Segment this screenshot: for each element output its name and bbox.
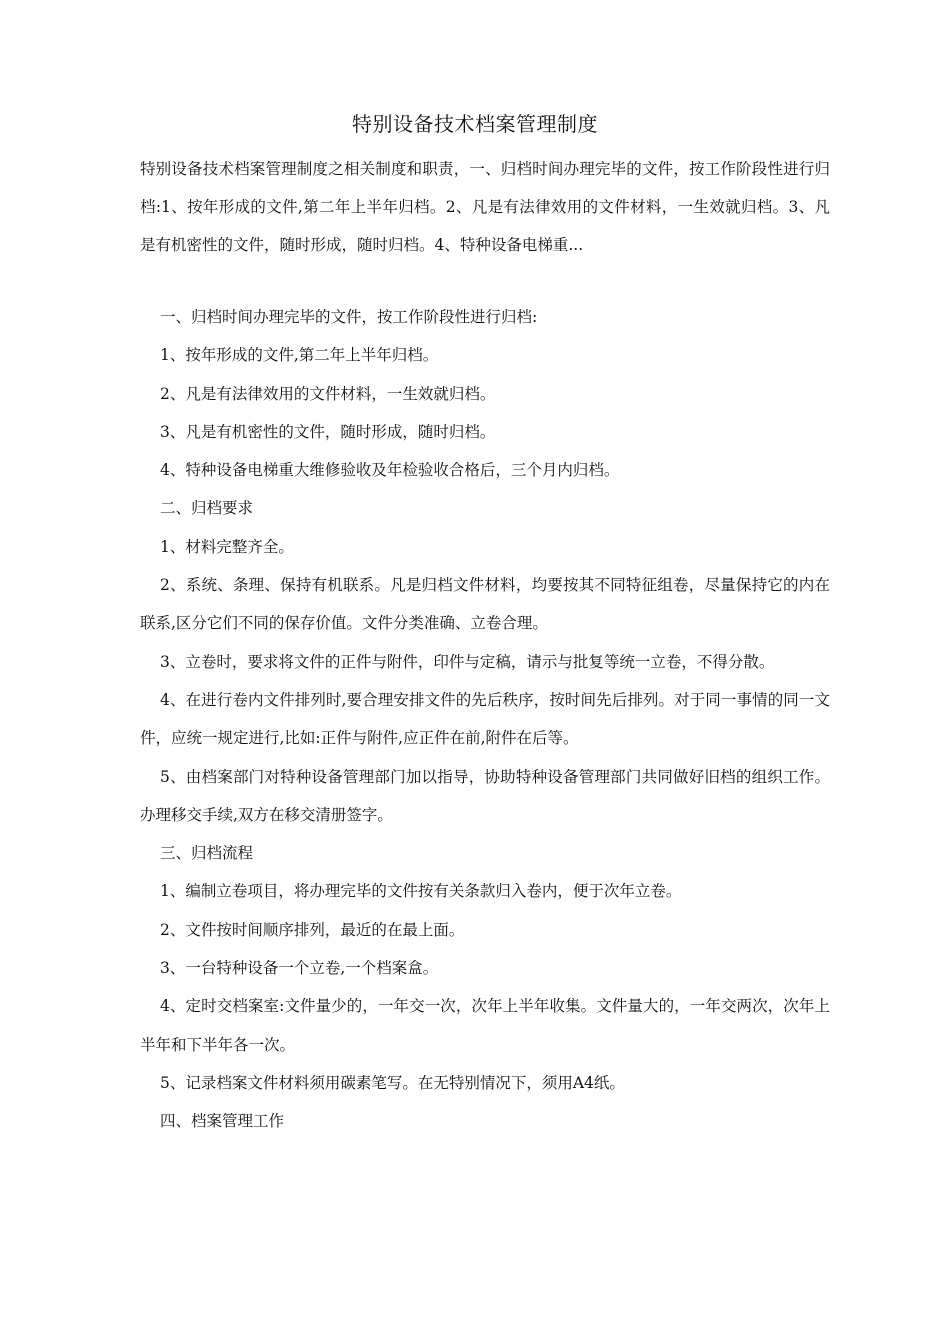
list-item: 5、记录档案文件材料须用碳素笔写。在无特别情况下，须用A4纸。 bbox=[160, 1073, 625, 1092]
list-item: 3、立卷时，要求将文件的正件与附件，印件与定稿，请示与批复等统一立卷，不得分散。 bbox=[160, 652, 775, 671]
list-item: 4、定时交档案室:文件量少的，一年交一次，次年上半年收集。文件量大的，一年交两次，次年上半年和下半年各一次。 bbox=[140, 997, 830, 1054]
list-item: 3、一台特种设备一个立卷,一个档案盒。 bbox=[160, 959, 439, 978]
list-item: 2、文件按时间顺序排列，最近的在最上面。 bbox=[160, 920, 465, 939]
document-body bbox=[140, 298, 830, 1141]
document-title: 特别设备技术档案管理制度 bbox=[352, 112, 598, 136]
list-item: 2、凡是有法律效用的文件材料，一生效就归档。 bbox=[160, 384, 496, 403]
list-item: 1、材料完整齐全。 bbox=[160, 537, 294, 556]
list-item: 4、在进行卷内文件排列时,要合理安排文件的先后秩序，按时间先后排列。对于同一事情的同一文件，应统一规定进行,比如:正件与附件,应正件在前,附件在后等。 bbox=[140, 690, 830, 748]
section-heading-2: 二、归档要求 bbox=[160, 499, 254, 518]
list-item: 5、由档案部门对特种设备管理部门加以指导，协助特种设备管理部门共同做好旧档的组织工作。办理移交手续,双方在移交清册签字。 bbox=[140, 767, 830, 824]
list-item: 4、特种设备电梯重大维修验收及年检验收合格后，三个月内归档。 bbox=[160, 461, 620, 480]
list-item: 2、系统、条理、保持有机联系。凡是归档文件材料，均要按其不同特征组卷，尽量保持它的内在联系,区分它们不同的保存价值。文件分类准确、立卷合理。 bbox=[140, 576, 830, 633]
list-item: 1、编制立卷项目，将办理完毕的文件按有关条款归入卷内，便于次年立卷。 bbox=[160, 882, 682, 901]
list-item: 1、按年形成的文件,第二年上半年归档。 bbox=[160, 346, 439, 365]
list-item: 3、凡是有机密性的文件，随时形成，随时归档。 bbox=[160, 422, 496, 441]
section-heading-3: 三、归档流程 bbox=[160, 844, 254, 863]
section-heading-1: 一、归档时间办理完毕的文件，按工作阶段性进行归档: bbox=[160, 308, 538, 326]
document-summary: 特别设备技术档案管理制度之相关制度和职责，一、归档时间办理完毕的文件，按工作阶段性进行归档:1、按年形成的文件,第二年上半年归档。2、凡是有法律效用的文件材料，一生效就归档。3、凡是有机密性的文件，随时形成，随时归档。4、特种设备电梯重... bbox=[140, 160, 830, 254]
section-heading-4: 四、档案管理工作 bbox=[160, 1112, 285, 1131]
